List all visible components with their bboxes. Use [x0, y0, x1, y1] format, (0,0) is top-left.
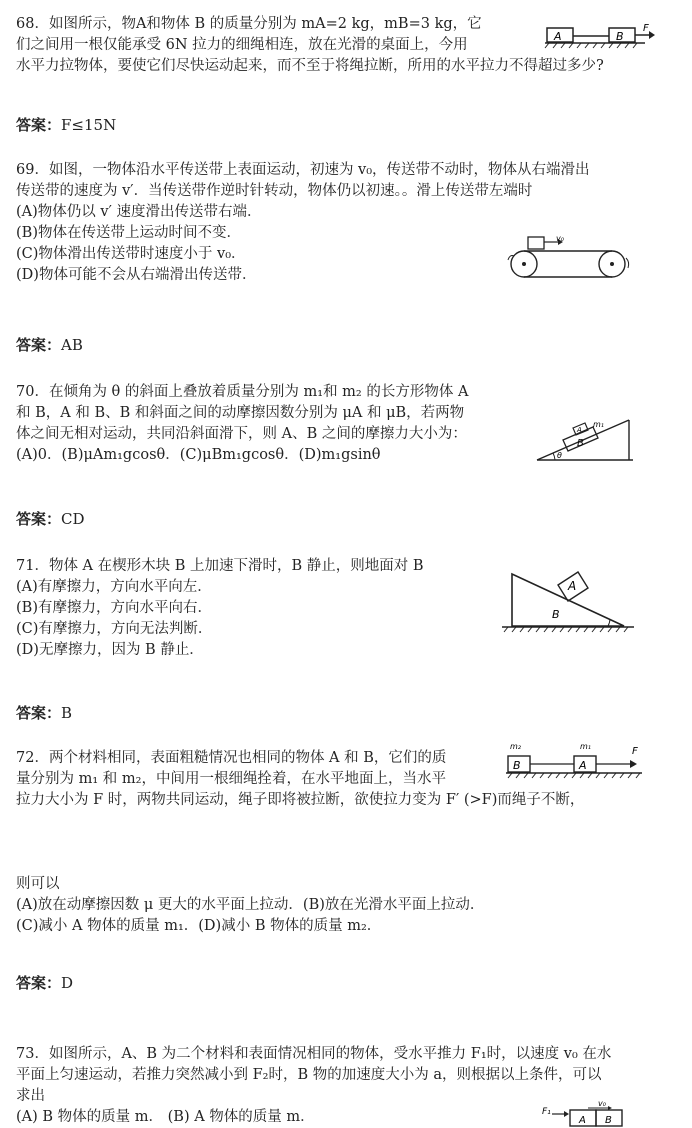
figure-69-conveyor	[508, 234, 638, 282]
answer-68	[16, 114, 116, 135]
figure-label: F₁	[542, 1107, 551, 1117]
figure-71-wedge	[502, 560, 637, 640]
answer-label: 答案：	[16, 974, 62, 992]
question-72	[16, 748, 584, 811]
figure-label: v₀	[598, 1099, 606, 1108]
question-70	[16, 382, 468, 466]
question-line: 72．两个材料相同，表面粗糙情况也相同的物体 A 和 B，它们的质	[16, 750, 447, 766]
question-72-continued	[16, 874, 484, 937]
question-line: 水平力拉物体，要使它们尽快运动起来，而不至于将绳拉断，所用的水平拉力不得超过多少?	[16, 58, 604, 74]
figure-label: B	[605, 1115, 612, 1126]
question-line: (A)0．(B)μAm₁gcosθ．(C)μBm₁gcosθ．(D)m₁gsinθ	[16, 447, 381, 463]
figure-label: θ	[557, 451, 562, 460]
question-line: (A)放在动摩擦因数 μ 更大的水平面上拉动．(B)放在光滑水平面上拉动．	[16, 897, 485, 913]
question-line: (D)无摩擦力，因为 B 静止．	[16, 642, 204, 658]
question-68	[16, 14, 604, 77]
question-line: 传送带的速度为 v′．当传送带作逆时针转动，物体仍以初速。。滑上传送带左端时	[16, 183, 533, 199]
question-line: (B)有摩擦力，方向水平向右．	[16, 600, 212, 616]
answer-71	[16, 702, 72, 723]
question-line: 73．如图所示，A、B 为二个材料和表面情况相同的物体，受水平推力 F₁时，以速度 v₀ 在水	[16, 1046, 612, 1062]
answer-value: CD	[61, 510, 85, 528]
figure-label: m₁	[593, 420, 604, 429]
question-line: 和 B，A 和 B、B 和斜面之间的动摩擦因数分别为 μA 和 μB，若两物	[16, 405, 465, 421]
answer-69	[16, 334, 83, 355]
question-line: (A) B 物体的质量 m． (B) A 物体的质量 m．	[16, 1109, 315, 1125]
figure-70-incline	[533, 400, 643, 468]
figure-label: m₂	[510, 742, 521, 751]
question-line: 求出	[16, 1088, 45, 1104]
figure-label: F	[632, 746, 638, 757]
figure-label: F	[643, 23, 649, 34]
question-line: (C)物体滑出传送带时速度小于 v₀．	[16, 246, 246, 262]
figure-label: B	[616, 30, 624, 43]
answer-value: F≤15N	[61, 116, 117, 134]
question-line: 68．如图所示，物A和物体 B 的质量分别为 mA=2 kg，mB=3 kg，它	[16, 16, 482, 32]
figure-68-blocks	[545, 22, 655, 52]
question-line: 们之间用一根仅能承受 6N 拉力的细绳相连，放在光滑的桌面上，今用	[16, 37, 468, 53]
answer-value: AB	[61, 336, 83, 354]
question-line: 69．如图，一物体沿水平传送带上表面运动，初速为 v₀，传送带不动时，物体从右端滑出	[16, 162, 590, 178]
answer-72	[16, 972, 73, 993]
question-line: 量分别为 m₁ 和 m₂，中间用一根细绳拴着，在水平地面上，当水平	[16, 771, 446, 787]
answer-70	[16, 508, 85, 529]
figure-label: A	[568, 579, 577, 593]
answer-value: D	[61, 974, 74, 992]
question-73	[16, 1044, 611, 1128]
figure-72-blocks	[506, 740, 646, 782]
figure-label: m₁	[580, 742, 591, 751]
question-line: (D)物体可能不会从右端滑出传送带．	[16, 267, 257, 283]
answer-label: 答案：	[16, 116, 62, 134]
figure-73-blocks	[540, 1100, 640, 1126]
question-line: 则可以	[16, 876, 60, 892]
figure-label: B	[513, 759, 521, 772]
question-line: (C)减小 A 物体的质量 m₁．(D)减小 B 物体的质量 m₂．	[16, 918, 382, 934]
question-line: 71．物体 A 在楔形木块 B 上加速下滑时，B 静止，则地面对 B	[16, 558, 424, 574]
question-71	[16, 556, 424, 661]
answer-label: 答案：	[16, 704, 62, 722]
question-line: (A)物体仍以 v′ 速度滑出传送带右端．	[16, 204, 262, 220]
question-line: 平面上匀速运动，若推力突然减小到 F₂时，B 物的加速度大小为 a，则根据以上条件，可以	[16, 1067, 602, 1083]
question-line: 拉力大小为 F 时，两物共同运动，绳子即将被拉断，欲使拉力变为 F′ (>F)而绳子不断，	[16, 792, 585, 808]
question-line: 70．在倾角为 θ 的斜面上叠放着质量分别为 m₁和 m₂ 的长方形物体 A	[16, 384, 469, 400]
question-69	[16, 160, 590, 286]
figure-label: A	[579, 759, 587, 772]
figure-label: A	[554, 30, 562, 43]
question-line: (A)有摩擦力，方向水平向左．	[16, 579, 212, 595]
question-line: (B)物体在传送带上运动时间不变．	[16, 225, 241, 241]
figure-label: v₀	[556, 234, 564, 243]
answer-label: 答案：	[16, 510, 62, 528]
question-line: (C)有摩擦力，方向无法判断．	[16, 621, 213, 637]
figure-label: A	[579, 1115, 586, 1126]
figure-label: B	[552, 608, 560, 621]
figure-label: B	[577, 438, 584, 449]
figure-label: A	[577, 426, 582, 434]
answer-label: 答案：	[16, 336, 62, 354]
answer-value: B	[61, 704, 73, 722]
question-line: 体之间无相对运动，共同沿斜面滑下，则 A、B 之间的摩擦力大小为：	[16, 426, 467, 442]
